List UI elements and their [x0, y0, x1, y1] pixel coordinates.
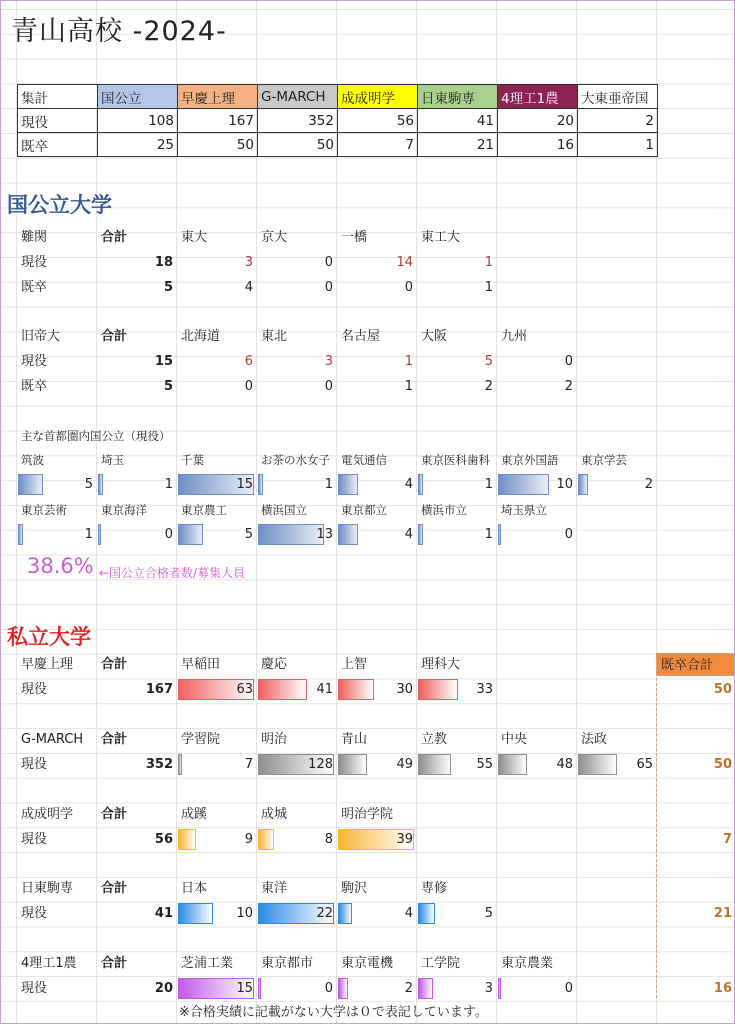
private-university-name: 成城 [261, 807, 288, 822]
ratio-value: 38.6% [27, 554, 94, 578]
summary-value-cell: 352 [258, 109, 338, 133]
ratio-note: ←国公立合格者数/募集人員 [99, 566, 246, 580]
imperial-row-label: 既卒 [21, 378, 48, 394]
metro-university-name: 電気通信 [341, 453, 387, 467]
summary-header-cell: 国公立 [98, 85, 178, 109]
private-university-name: 慶応 [261, 657, 288, 672]
difficult-value: 3 [244, 254, 253, 270]
difficult-value: 0 [404, 279, 413, 295]
summary-value-cell: 1 [578, 133, 658, 157]
summary-row-graduate [18, 133, 658, 157]
metro-university-name: 埼玉県立 [501, 503, 547, 517]
imperial-value: 3 [324, 353, 333, 369]
difficult-header-cell: 難関 [21, 230, 48, 245]
private-value: 128 [308, 756, 333, 772]
private-total-label: 合計 [101, 881, 128, 896]
private-value: 2 [404, 980, 413, 996]
private-total: 56 [154, 831, 173, 847]
private-group-name: 成成明学 [21, 807, 74, 822]
private-university-name: 専修 [421, 881, 448, 896]
summary-value-cell: 41 [418, 109, 498, 133]
imperial-header-cell: 九州 [501, 329, 528, 344]
metro-value: 1 [484, 527, 493, 542]
summary-value-cell: 56 [338, 109, 418, 133]
summary-value-cell: 16 [498, 133, 578, 157]
private-graduate-total: 16 [713, 980, 732, 996]
footnote: ※合格実績に記載がない大学は０で表記しています。 [179, 1005, 488, 1020]
difficult-value: 4 [244, 279, 253, 295]
metro-university-name: 筑波 [21, 453, 44, 467]
private-graduate-total: 7 [722, 831, 732, 847]
national-heading: 国公立大学 [7, 193, 112, 217]
metro-value: 15 [236, 477, 253, 492]
private-university-name: 早稲田 [181, 657, 221, 672]
metro-value: 5 [84, 477, 93, 492]
private-graduate-total: 50 [713, 681, 732, 697]
summary-value-cell: 20 [498, 109, 578, 133]
private-value: 0 [324, 980, 333, 996]
private-value: 10 [236, 905, 253, 921]
imperial-row-label: 現役 [21, 353, 48, 369]
private-university-name: 成蹊 [181, 807, 208, 822]
summary-value-cell: 25 [98, 133, 178, 157]
imperial-total: 5 [163, 378, 173, 394]
private-total-label: 合計 [101, 657, 128, 672]
private-university-name: 東京都市 [261, 956, 314, 971]
private-value: 65 [636, 756, 653, 772]
summary-header-cell: G-MARCH [258, 85, 338, 109]
metro-value: 1 [484, 477, 493, 492]
private-university-name: 芝浦工業 [181, 956, 234, 971]
metro-value: 13 [316, 527, 333, 542]
private-total-label: 合計 [101, 956, 128, 971]
summary-value-cell: 167 [178, 109, 258, 133]
imperial-value: 0 [564, 353, 573, 369]
difficult-total: 18 [154, 254, 173, 270]
difficult-header-cell: 合計 [101, 230, 128, 245]
metro-university-name: 千葉 [181, 453, 204, 467]
private-row-label: 現役 [21, 756, 48, 772]
difficult-header-cell: 京大 [261, 230, 288, 245]
difficult-value: 1 [484, 279, 493, 295]
difficult-header-cell: 東大 [181, 230, 208, 245]
metro-value: 4 [404, 477, 413, 492]
imperial-header-cell: 合計 [101, 329, 128, 344]
imperial-header-cell: 旧帝大 [21, 329, 61, 344]
private-row-label: 現役 [21, 905, 48, 921]
metro-value: 4 [404, 527, 413, 542]
imperial-value: 2 [564, 378, 573, 394]
imperial-value: 6 [244, 353, 253, 369]
difficult-header-cell: 東工大 [421, 230, 461, 245]
imperial-header-cell: 北海道 [181, 329, 221, 344]
private-university-name: 工学院 [421, 956, 461, 971]
private-group-name: G-MARCH [21, 732, 84, 747]
metro-university-name: お茶の水女子 [261, 453, 330, 467]
private-value: 48 [556, 756, 573, 772]
imperial-value: 1 [404, 353, 413, 369]
difficult-value: 1 [484, 254, 493, 270]
imperial-header-cell: 名古屋 [341, 329, 381, 344]
summary-value-cell: 50 [178, 133, 258, 157]
metro-value: 5 [244, 527, 253, 542]
private-university-name: 東京農業 [501, 956, 554, 971]
imperial-header-cell: 大阪 [421, 329, 448, 344]
private-value: 39 [396, 831, 413, 847]
metro-university-name: 東京芸術 [21, 503, 67, 517]
summary-value-cell: 108 [98, 109, 178, 133]
private-value: 4 [404, 905, 413, 921]
summary-header-row [18, 85, 658, 109]
metro-university-name: 東京都立 [341, 503, 387, 517]
difficult-value: 14 [396, 254, 413, 270]
private-heading: 私立大学 [7, 625, 91, 649]
private-university-name: 理科大 [421, 657, 461, 672]
graduate-total-header: 既卒合計 [656, 653, 735, 676]
private-total: 20 [154, 980, 173, 996]
summary-value-cell: 7 [338, 133, 418, 157]
private-university-name: 駒沢 [341, 881, 368, 896]
summary-value-cell: 50 [258, 133, 338, 157]
private-university-name: 明治学院 [341, 807, 394, 822]
private-university-name: 明治 [261, 732, 288, 747]
metro-university-name: 東京海洋 [101, 503, 147, 517]
private-university-name: 立教 [421, 732, 448, 747]
summary-value-cell: 2 [578, 109, 658, 133]
metro-university-name: 東京農工 [181, 503, 227, 517]
difficult-total: 5 [163, 279, 173, 295]
private-value: 63 [236, 681, 253, 697]
summary-row-label: 既卒 [18, 133, 98, 157]
private-total: 352 [145, 756, 173, 772]
private-group-name: 日東駒専 [21, 881, 74, 896]
private-value: 33 [476, 681, 493, 697]
private-graduate-total: 21 [713, 905, 732, 921]
private-row-label: 現役 [21, 831, 48, 847]
private-university-name: 青山 [341, 732, 368, 747]
private-row-label: 現役 [21, 980, 48, 996]
summary-header-cell: 早慶上理 [178, 85, 258, 109]
summary-header-cell: 4理工1農 [498, 85, 578, 109]
private-value: 5 [484, 905, 493, 921]
difficult-value: 0 [324, 254, 333, 270]
private-university-name: 中央 [501, 732, 528, 747]
private-value: 41 [316, 681, 333, 697]
imperial-value: 0 [324, 378, 333, 394]
private-university-name: 東洋 [261, 881, 288, 896]
private-group-name: 早慶上理 [21, 657, 74, 672]
metro-value: 2 [644, 477, 653, 492]
imperial-total: 15 [154, 353, 173, 369]
imperial-value: 2 [484, 378, 493, 394]
private-university-name: 上智 [341, 657, 368, 672]
difficult-row-label: 現役 [21, 254, 48, 270]
summary-table [17, 84, 658, 157]
private-total-label: 合計 [101, 807, 128, 822]
difficult-value: 0 [324, 279, 333, 295]
private-value: 9 [244, 831, 253, 847]
summary-header-cell: 成成明学 [338, 85, 418, 109]
metro-value: 1 [164, 477, 173, 492]
summary-value-cell: 21 [418, 133, 498, 157]
private-total-label: 合計 [101, 732, 128, 747]
summary-header-cell: 集計 [18, 85, 98, 109]
metro-value: 1 [84, 527, 93, 542]
metro-value: 10 [556, 477, 573, 492]
private-value: 3 [484, 980, 493, 996]
summary-row-label: 現役 [18, 109, 98, 133]
private-value: 8 [324, 831, 333, 847]
private-value: 0 [564, 980, 573, 996]
metro-university-name: 東京医科歯科 [421, 453, 490, 467]
private-university-name: 法政 [581, 732, 608, 747]
private-row-label: 現役 [21, 681, 48, 697]
private-university-name: 日本 [181, 881, 208, 896]
imperial-value: 0 [244, 378, 253, 394]
private-value: 22 [316, 905, 333, 921]
metro-university-name: 埼玉 [101, 453, 124, 467]
private-value: 55 [476, 756, 493, 772]
summary-row-current [18, 109, 658, 133]
private-value: 7 [244, 756, 253, 772]
metro-university-name: 東京外国語 [501, 453, 559, 467]
private-total: 167 [145, 681, 173, 697]
metro-university-name: 東京学芸 [581, 453, 627, 467]
private-university-name: 学習院 [181, 732, 221, 747]
difficult-row-label: 既卒 [21, 279, 48, 295]
private-total: 41 [154, 905, 173, 921]
private-value: 49 [396, 756, 413, 772]
private-group-name: 4理工1農 [21, 956, 77, 971]
metro-value: 1 [324, 477, 333, 492]
metro-label: 主な首都圏内国公立（現役） [21, 429, 171, 443]
imperial-value: 5 [484, 353, 493, 369]
imperial-value: 1 [404, 378, 413, 394]
summary-header-cell: 大東亜帝国 [578, 85, 658, 109]
sheet-title: 青山高校 -2024- [11, 16, 227, 47]
private-graduate-total: 50 [713, 756, 732, 772]
private-university-name: 東京電機 [341, 956, 394, 971]
difficult-header-cell: 一橋 [341, 230, 368, 245]
metro-value: 0 [164, 527, 173, 542]
summary-header-cell: 日東駒専 [418, 85, 498, 109]
private-value: 30 [396, 681, 413, 697]
metro-university-name: 横浜国立 [261, 503, 307, 517]
imperial-header-cell: 東北 [261, 329, 288, 344]
private-value: 15 [236, 980, 253, 996]
metro-university-name: 横浜市立 [421, 503, 467, 517]
metro-value: 0 [564, 527, 573, 542]
